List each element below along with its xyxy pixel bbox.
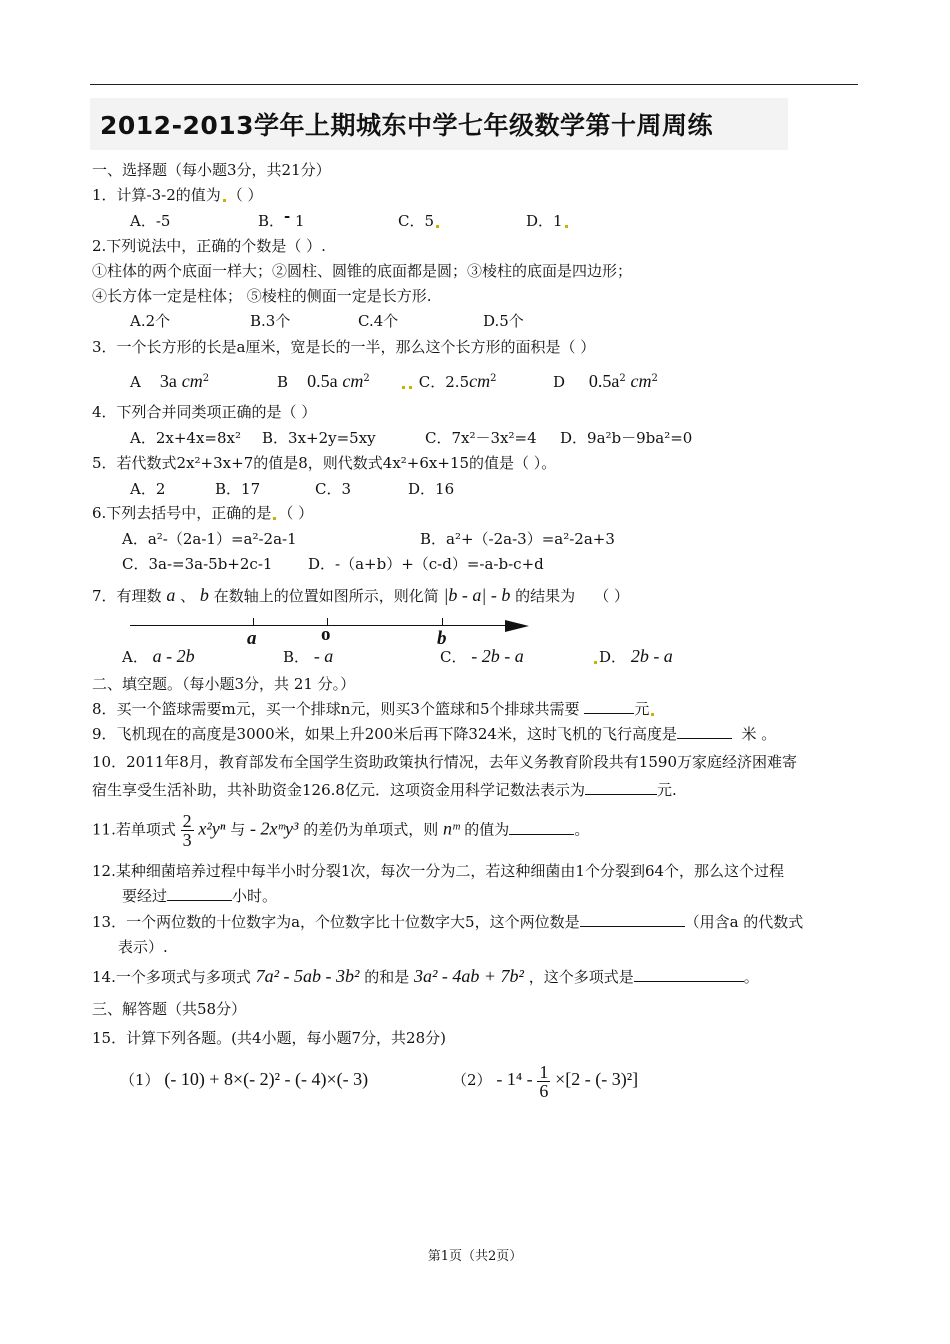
q15-stem: 15．计算下列各题。(共4小题，每小题7分，共28分) xyxy=(92,1029,446,1047)
q7-paren: （ ） xyxy=(594,587,630,605)
q4-option-c: C．7x²－3x²=4 xyxy=(425,429,537,447)
q15-part-2-prefix: - 1⁴ - xyxy=(496,1069,533,1089)
q6-paren: （ ） xyxy=(278,504,314,522)
q13-line-2: 表示）. xyxy=(118,938,168,956)
q1-option-b-value: 1 xyxy=(295,212,305,230)
q7-option-d xyxy=(592,646,673,667)
q6-option-a: A．a²-（2a-1）=a²-2a-1 xyxy=(122,530,297,548)
q13-text: 13．一个两位数的十位数字为a，个位数字比十位数字大5，这个两位数是 xyxy=(92,913,580,931)
q7-abs-expression: |b - a| - b xyxy=(443,585,511,605)
q3-option-a-label: A xyxy=(130,373,141,391)
q5-option-b: B．17 xyxy=(215,480,261,498)
q11-monomial-1: x²yⁿ xyxy=(198,818,226,839)
q7-var-b: b xyxy=(199,585,209,605)
q2-statements-1: ①柱体的两个底面一样大；②圆柱、圆锥的底面都是圆；③棱柱的底面是四边形； xyxy=(92,262,633,280)
q12-blank[interactable] xyxy=(167,886,232,901)
q6-option-c: C．3a-=3a-5b+2c-1 xyxy=(122,555,273,573)
q3-option-b-label: B xyxy=(277,373,289,391)
q3-option-a-value: 3a xyxy=(159,371,177,391)
q15-part-1-label: （1） xyxy=(120,1071,160,1089)
tick-b xyxy=(442,618,443,625)
section-3-heading: 三、解答题（共58分） xyxy=(92,1000,247,1018)
q10-line-2 xyxy=(92,780,677,800)
q14-text-3: ，这个多项式是 xyxy=(528,968,634,986)
q13-text-end: （用含a 的代数式 xyxy=(684,913,804,931)
q14-text-1: 14.一个多项式与多项式 xyxy=(92,968,251,986)
q4-option-a: A．2x+4x=8x² xyxy=(130,429,241,447)
q7-option-b xyxy=(283,646,333,667)
q5-option-c: C．3 xyxy=(315,480,352,498)
q7-stem-part-3: 在数轴上的位置如图所示，则化简 xyxy=(213,587,439,605)
q3-stem: 3．一个长方形的长是a厘米，宽是长的一半，那么这个长方形的面积是（ ） xyxy=(92,338,596,356)
q7-stem xyxy=(92,585,629,606)
q9-text: 9．飞机现在的高度是3000米，如果上升200米后再下降324米，这时飞机的飞行高度是 xyxy=(92,725,677,743)
q14-polynomial-1: 7a² - 5ab - 3b² xyxy=(255,966,360,986)
q7-stem-part-1: 7．有理数 xyxy=(92,587,162,605)
q3-option-d: D $0.5a^2$ $cm^2$ xyxy=(553,371,658,391)
q7-option-b-label: B． xyxy=(283,648,310,666)
q3-option-d-value: 0.5a xyxy=(588,371,620,391)
q3-option-b-value: 0.5a xyxy=(307,371,338,391)
q1-option-d-text: D．1 xyxy=(526,212,563,230)
q15-part-2 xyxy=(452,1059,638,1100)
q7-stem-part-4: 的结果为 xyxy=(515,587,576,605)
q3-option-b: B 0.5a $cm^2$ xyxy=(277,371,370,391)
q12-text: 要经过 xyxy=(122,887,168,905)
q1-option-b-label: B． xyxy=(258,212,285,230)
q15-part-1-expression: (- 10) + 8×(- 2)² - (- 4)×(- 3) xyxy=(164,1069,369,1089)
q3-option-c-unit: cm xyxy=(469,371,491,391)
q2-option-b: B.3个 xyxy=(250,312,291,330)
number-line xyxy=(130,625,510,626)
q7-option-c-label: C． xyxy=(440,648,467,666)
q5-option-a: A．2 xyxy=(130,480,166,498)
q9-end: 米 。 xyxy=(741,725,777,743)
q4-stem: 4．下列合并同类项正确的是（ ） xyxy=(92,403,317,421)
section-1-heading: 一、选择题（每小题3分，共21分） xyxy=(92,161,331,179)
q7-var-a: a xyxy=(166,585,176,605)
q11-text-1: 11.若单项式 xyxy=(92,820,176,839)
q11-text-3: 的差仍为单项式，则 xyxy=(303,820,439,839)
q11-monomial-2: - 2xᵐy³ xyxy=(250,818,299,839)
axis-label-b: b xyxy=(437,628,447,649)
q11-expression: nᵐ xyxy=(443,818,460,839)
q10-line-1: 10．2011年8月，教育部发布全国学生资助政策执行情况，去年义务教育阶段共有1590万家庭经济困难寄 xyxy=(92,753,797,771)
q7-option-b-value: - a xyxy=(313,646,334,666)
q11-denominator: 3 xyxy=(182,830,192,850)
q7-option-c xyxy=(440,646,524,667)
q14-blank[interactable] xyxy=(634,967,744,982)
number-line-arrow xyxy=(505,620,529,632)
q13-blank[interactable] xyxy=(580,912,685,927)
q4-option-b: B．3x+2y=5xy xyxy=(262,429,376,447)
q14-end: 。 xyxy=(743,968,759,986)
q15-part-2-label: （2） xyxy=(452,1071,492,1089)
q11-numerator: 2 xyxy=(182,811,192,831)
q3-option-c-label: C．2.5 xyxy=(418,373,470,391)
q1-stem xyxy=(92,185,263,205)
q14-text-2: 的和是 xyxy=(364,968,410,986)
q1-option-a: A．-5 xyxy=(130,212,171,230)
q6-stem-text: 6.下列去括号中，正确的是 xyxy=(92,504,272,522)
q5-stem: 5．若代数式2x²+3x+7的值是8，则代数式4x²+6x+15的值是（ ）。 xyxy=(92,454,557,472)
q11-fraction xyxy=(181,812,194,849)
q11-text-2: 与 xyxy=(230,820,246,839)
q1-option-c xyxy=(398,211,441,231)
q11-text-4: 的值为 xyxy=(464,820,510,839)
q1-option-c-text: C．5 xyxy=(398,212,435,230)
q15-part-2-denominator: 6 xyxy=(539,1080,549,1101)
q8 xyxy=(92,699,656,719)
q12-end: 小时。 xyxy=(232,887,278,905)
q2-option-c: C.4个 xyxy=(358,312,399,330)
q15-part-2-numerator: 1 xyxy=(539,1061,549,1082)
q9-blank[interactable] xyxy=(677,724,732,739)
q11-end: 。 xyxy=(574,820,590,839)
q7-option-c-value: - 2b - a xyxy=(471,646,524,666)
q8-end: 元 xyxy=(634,700,650,718)
section-2-heading: 二、填空题。（每小题3分，共 21 分。） xyxy=(92,675,356,693)
page-title: 2012-2013学年上期城东中学七年级数学第十周周练 xyxy=(100,111,714,140)
q3-option-b-unit: cm xyxy=(342,371,364,391)
q15-part-2-fraction xyxy=(537,1063,550,1100)
q15-part-1 xyxy=(120,1069,368,1090)
q3-option-d-label: D xyxy=(553,373,566,391)
q1-stem-text: 1．计算-3-2的值为 xyxy=(92,186,221,204)
q6-option-b: B．a²+（-2a-3）=a²-2a+3 xyxy=(420,530,615,548)
q14-polynomial-2: 3a² - 4ab + 7b² xyxy=(414,966,524,986)
q11 xyxy=(92,812,589,849)
top-rule xyxy=(90,84,858,85)
q10-text: 宿生享受生活补助，共补助资金126.8亿元．这项资金用科学记数法表示为 xyxy=(92,781,585,799)
q7-option-d-value: 2b - a xyxy=(630,646,673,666)
q7-option-d-label: D． xyxy=(599,648,627,666)
q8-text: 8．买一个篮球需要m元，买一个排球n元，则买3个篮球和5个排球共需要 xyxy=(92,700,580,718)
axis-label-o: o xyxy=(321,624,331,645)
q2-statements-2: ④长方体一定是柱体； ⑤棱柱的侧面一定是长方形. xyxy=(92,287,432,305)
page-footer: 第1页（共2页） xyxy=(427,1249,523,1264)
q6-option-d: D．-（a+b）+（c-d）=-a-b-c+d xyxy=(308,555,544,573)
q6-stem xyxy=(92,503,313,523)
q1-paren: （ ） xyxy=(227,186,263,204)
q1-option-d xyxy=(526,211,570,231)
q11-blank[interactable] xyxy=(509,820,574,835)
axis-label-a: a xyxy=(247,628,257,649)
q8-blank[interactable] xyxy=(584,699,634,714)
q7-option-a-value: a - 2b xyxy=(152,646,195,666)
q12-line-2 xyxy=(122,886,277,906)
q5-option-d: D．16 xyxy=(408,480,455,498)
q7-option-a-label: A． xyxy=(122,648,148,666)
q2-stem: 2.下列说法中，正确的个数是（ ）. xyxy=(92,237,326,255)
q15-part-2-expression: ×[2 - (- 3)²] xyxy=(555,1069,639,1089)
q10-blank[interactable] xyxy=(585,780,657,795)
q9 xyxy=(92,724,776,744)
q3-option-a-unit: cm xyxy=(181,371,203,391)
tick-a xyxy=(253,618,254,625)
q12-line-1: 12.某种细菌培养过程中每半小时分裂1次，每次一分为二，若这种细菌由1个分裂到64个，那么这个过程 xyxy=(92,862,785,880)
q3-option-a: A 3a $cm^2$ xyxy=(130,371,210,391)
q2-option-d: D.5个 xyxy=(483,312,524,330)
q10-end: 元. xyxy=(656,781,677,799)
q3-option-c: C．$2.5cm^2$ xyxy=(400,369,497,392)
q14 xyxy=(92,966,759,987)
q7-option-a xyxy=(122,646,195,667)
q13-line-1 xyxy=(92,912,803,932)
q7-stem-part-2: 、 xyxy=(180,587,196,605)
q3-option-d-unit: cm xyxy=(630,371,652,391)
q1-option-b: B．- 1 xyxy=(258,207,305,230)
q2-option-a: A.2个 xyxy=(130,312,171,330)
q4-option-d: D．9a²b－9ba²=0 xyxy=(560,429,693,447)
